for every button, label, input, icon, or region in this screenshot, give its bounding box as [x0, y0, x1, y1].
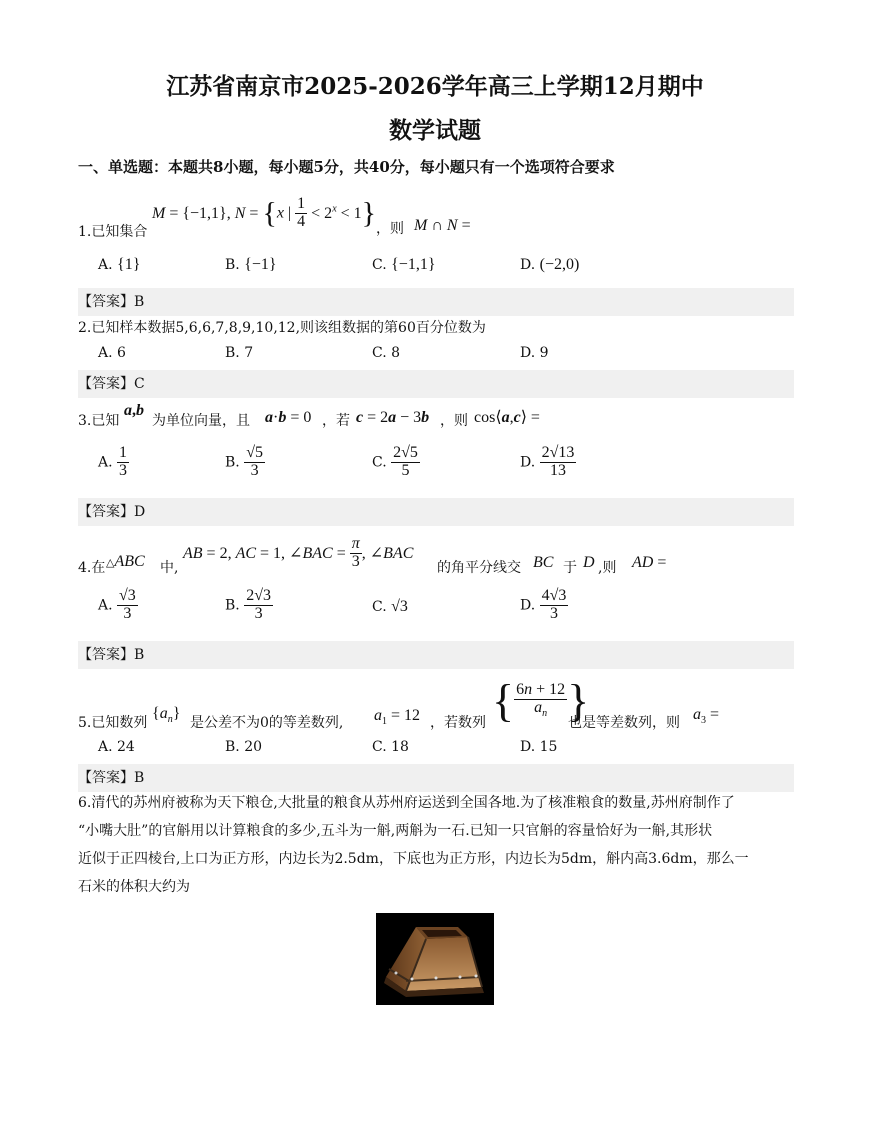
condition-a1: $a_1 = 12$	[374, 707, 421, 728]
question-number: 3.	[78, 413, 92, 429]
option-a: A. $\frac{√3}{3}$	[98, 587, 136, 622]
document-subtitle: 数学试题	[389, 117, 481, 144]
option-d: D. $\frac{4√3}{3}$	[520, 587, 567, 622]
answer-bar: 【答案】D	[78, 498, 794, 526]
option-c: C. $\frac{2√5}{5}$	[372, 444, 418, 479]
condition-c: c = 2a − 3b	[356, 409, 430, 426]
answer-bar: 【答案】B	[78, 641, 794, 669]
option-c: C. {−1,1}	[372, 256, 436, 273]
question-ask: AD =	[632, 554, 667, 571]
option-c: C. √3	[372, 598, 408, 615]
option-b: B. 20	[225, 739, 263, 755]
set-definition: M = {−1,1}, N = {x | $\frac{1}{4}$ < $2^x < 1$}	[152, 195, 377, 230]
question-number: 1.	[78, 224, 92, 240]
sequence-an: $\{a_n\}$	[152, 705, 181, 726]
question-number: 5.	[78, 715, 92, 731]
option-a: A. $\frac{1}{3}$	[98, 444, 128, 479]
question-number: 4.	[78, 560, 92, 576]
question-ask: $a_3$ =	[693, 706, 720, 727]
condition-dot: a·b = 0	[265, 409, 312, 426]
answer-bar: 【答案】B	[78, 288, 794, 316]
question-ask: M ∩ N =	[414, 217, 471, 234]
triangle-label: △ABC	[106, 553, 145, 570]
option-a: A. 24	[98, 739, 135, 755]
option-a: A. {1}	[98, 256, 141, 273]
option-b: B. $\frac{2√3}{3}$	[225, 587, 271, 622]
option-c: C. 18	[372, 739, 409, 755]
question-ask: cos⟨a,c⟩ =	[474, 409, 540, 426]
answer-bar: 【答案】B	[78, 764, 794, 792]
segment-bc: BC	[533, 554, 554, 571]
document-title: 江苏省南京市2025-2026学年高三上学期12月期中	[166, 73, 704, 100]
option-d: D. (−2,0)	[520, 256, 580, 273]
point-d: D	[583, 554, 595, 571]
option-d: D. 15	[520, 739, 558, 755]
vector-ab: a,b	[124, 402, 144, 419]
question-text: 已知样本数据5,6,6,7,8,9,10,12,则该组数据的第60百分位数为	[91, 320, 486, 336]
option-d: D. $\frac{2√13}{13}$	[520, 444, 575, 479]
question-text: 已知集合	[91, 224, 148, 240]
question-number: 2.	[78, 320, 92, 336]
option-b: B. 7	[225, 345, 254, 361]
answer-bar: 【答案】C	[78, 370, 794, 398]
option-a: A. 6	[98, 345, 126, 361]
grain-measure-photo	[376, 913, 494, 1005]
sequence-fraction: { $\frac{6n + 12}{a_n}$ }	[492, 675, 590, 726]
question-text: 6.清代的苏州府被称为天下粮仓,大批量的粮食从苏州府运送到全国各地.为了核准粮食的数量,苏州府制作了 “小嘴大肚”的官斛用以计算粮食的多少,五斗为一斛,两斛为一石.已知一只官斛的容量恰好为一斛,其形状 近似于正四棱台,上口为正方形，内边长为2.5dm，下底也为正方形，内边长为5dm，斛内高3.6dm，那么一 石米的体积大约为	[78, 795, 749, 895]
option-c: C. 8	[372, 345, 401, 361]
triangle-condition: AB = 2, AC = 1, ∠BAC = $\frac{\pi}{3}$ , ∠BAC	[183, 535, 414, 570]
option-d: D. 9	[520, 345, 549, 361]
section-heading: 一、单选题：本题共8小题，每小题5分，共40分，每小题只有一个选项符合要求	[78, 158, 615, 176]
option-b: B. $\frac{√5}{3}$	[225, 444, 263, 479]
option-b: B. {−1}	[225, 256, 277, 273]
